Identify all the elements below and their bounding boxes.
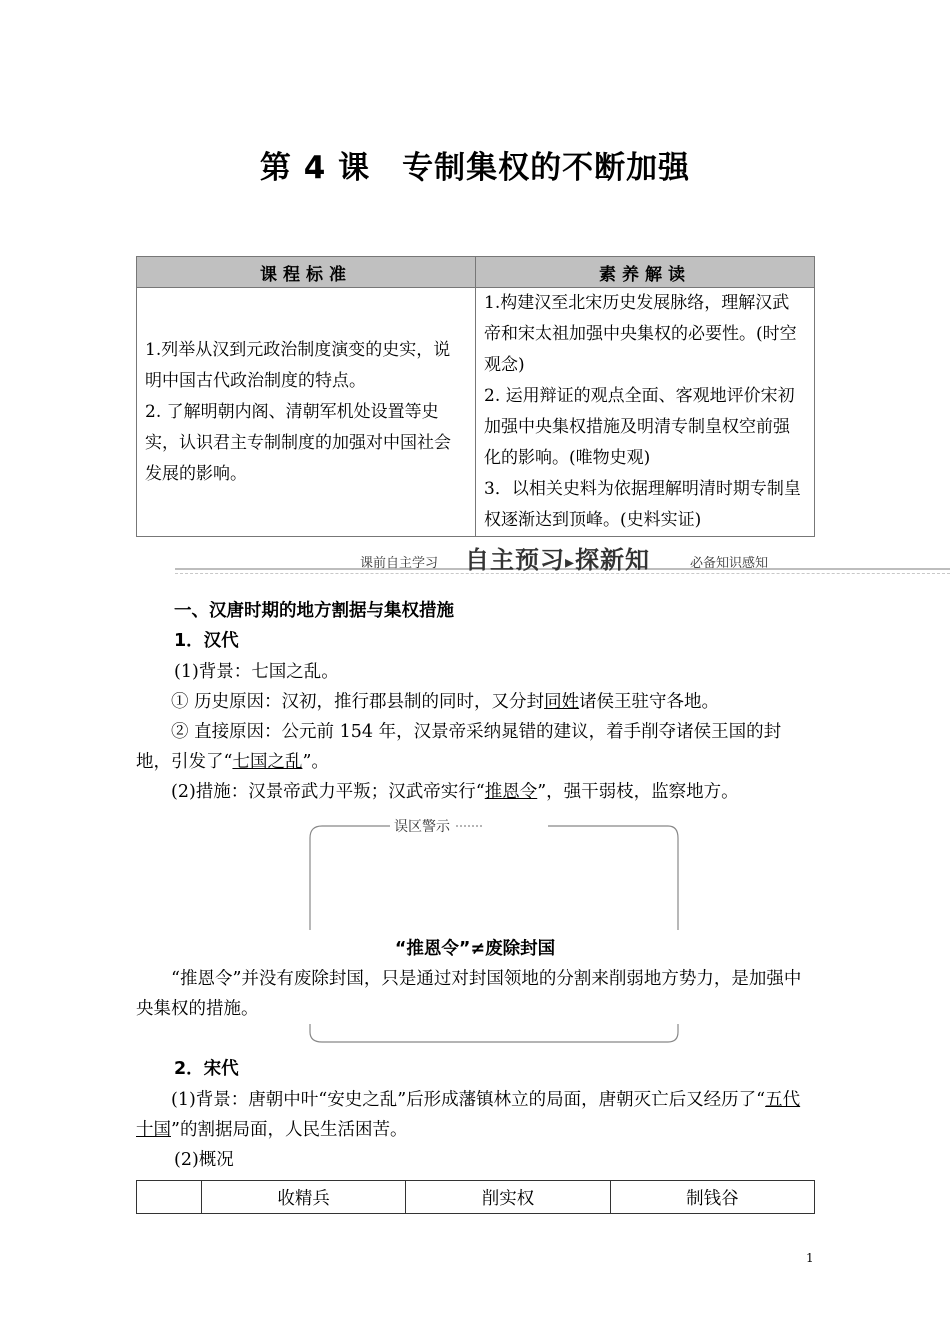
standard-item: 1.列举从汉到元政治制度演变的史实，说明中国古代政治制度的特点。 [145, 339, 451, 391]
header-literacy: 素养解读 [476, 257, 815, 288]
literacy-item: 1.构建汉至北宋历史发展脉络，理解汉武帝和宋太祖加强中央集权的必要性。(时空观念) [484, 293, 797, 375]
double-arrow-icon: ▸ [565, 552, 576, 573]
curriculum-standards-table [136, 256, 815, 537]
han-measures: (2)措施：汉景帝武力平叛；汉武帝实行“推恩令”，强干弱枝，监察地方。 [171, 782, 739, 802]
standard-item: 2. 了解明朝内阁、清朝军机处设置等史实，认识君主专制制度的加强对中国社会发展的影响。 [145, 401, 451, 484]
standards-left-cell [137, 288, 476, 537]
warning-body: “推恩令”并没有废除封国，只是通过对封国领地的分割来削弱地方势力，是加强中央集权的措施。 [136, 969, 802, 1019]
table-corner-cell [137, 1181, 202, 1214]
header-collect-troops: 收精兵 [202, 1181, 406, 1214]
song-overview: (2)概况 [174, 1150, 234, 1170]
header-curriculum: 课程标准 [137, 257, 476, 288]
literacy-item: 2. 运用辩证的观点全面、客观地评价宋初加强中央集权措施及明清专制皇权空前强化的影响。(唯物史观) [484, 386, 795, 468]
literacy-item: 3．以相关史料为依据理解明清时期专制皇权逐渐达到顶峰。(史料实证) [484, 479, 801, 530]
warning-box-top-frame [308, 820, 682, 932]
song-background: (1)背景：唐朝中叶“安史之乱”后形成藩镇林立的局面，唐朝灭亡后又经历了“五代十国”的割据局面，人民生活困苦。 [136, 1090, 801, 1140]
subheading-han: 1．汉代 [174, 631, 239, 651]
han-background: (1)背景：七国之乱。 [174, 662, 339, 682]
banner-left-caption: 课前自主学习 [360, 556, 439, 571]
header-control-finance: 制钱谷 [610, 1181, 814, 1214]
banner-title: 自主预习▸探新知 [465, 546, 651, 574]
page-title: 第 4 课 专制集权的不断加强 [259, 150, 691, 186]
section-heading-1: 一、汉唐时期的地方割据与集权措施 [174, 601, 454, 621]
song-measures-table [136, 1180, 815, 1214]
warning-box-bottom-frame [308, 1022, 682, 1046]
header-reduce-power: 削实权 [406, 1181, 610, 1214]
han-historical-cause: ① 历史原因：汉初，推行郡县制的同时，又分封同姓诸侯王驻守各地。 [171, 692, 720, 712]
standards-right-cell [476, 288, 815, 537]
section-banner [175, 540, 950, 580]
page-number: 1 [806, 1251, 814, 1265]
han-direct-cause: ② 直接原因：公元前 154 年，汉景帝采纳晁错的建议，着手削夺诸侯王国的封地，引发了“七国之乱”。 [136, 722, 782, 772]
subheading-song: 2．宋代 [174, 1059, 239, 1079]
banner-right-caption: 必备知识感知 [690, 556, 769, 571]
warning-box-label: 误区警示 [390, 816, 454, 836]
warning-heading: “推恩令”≠废除封国 [394, 939, 556, 959]
